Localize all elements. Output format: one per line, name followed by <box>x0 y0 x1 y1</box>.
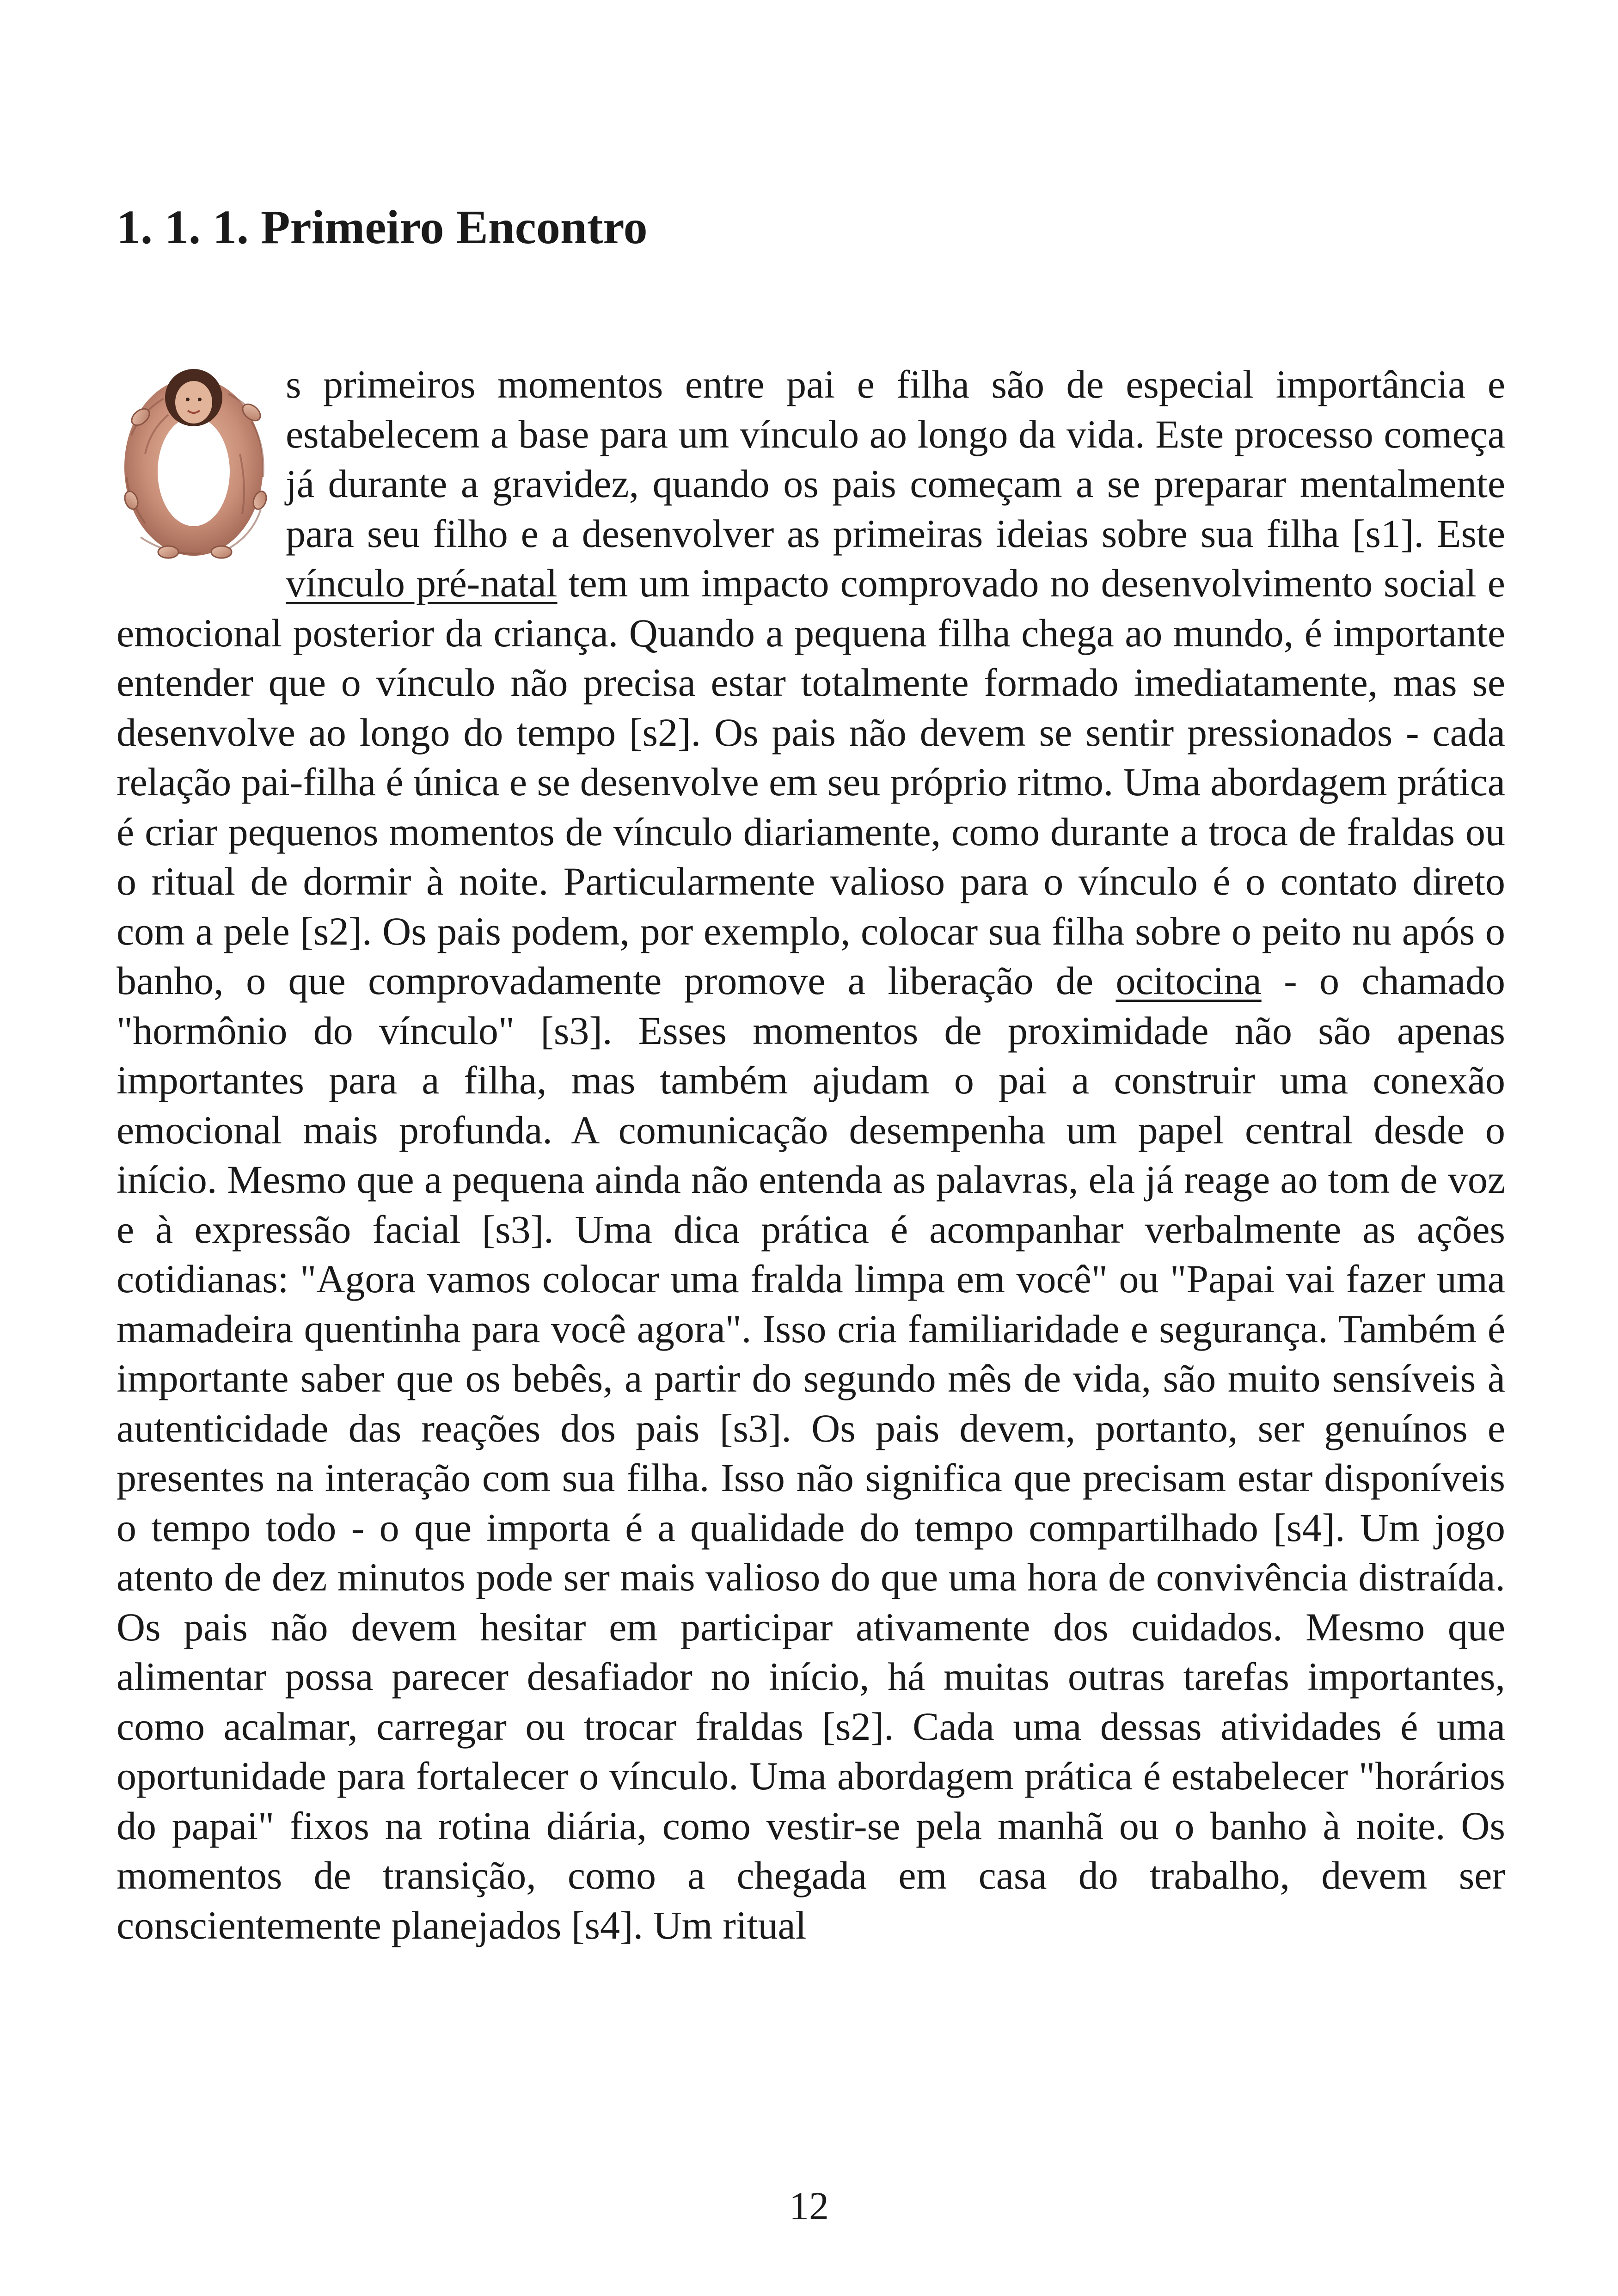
dropcap-ring-icon <box>113 362 275 565</box>
paragraph-text-part-1: s primeiros momentos entre pai e filha são de especial importância e estabelecem a base para um vínculo ao longo da vida. Este processo começa já durante a gravidez, quando os pais começam a se preparar mentalmente para seu filho e a desenvolver as primeiras ideias sobre sua filha [s1]. Este <box>286 362 1505 556</box>
term-link-ocitocina[interactable]: ocitocina <box>1115 958 1262 1003</box>
dropcap-letter-o-illustration <box>113 362 275 560</box>
paragraph-text-part-3: - o chamado "hormônio do vínculo" [s3]. Esses momentos de proximidade não são apenas importantes para a filha, mas também ajudam o pai a construir uma conexão emocional mais profunda. A comunicação desempenha um papel central desde o início. Mesmo que a pequena ainda não entenda as palavras, ela já reage ao tom de voz e à expressão facial [s3]. Uma dica prática é acompanhar verbalmente as ações cotidianas: "Agora vamos colocar uma fralda limpa em você" ou "Papai vai fazer uma mamadeira quentinha para você agora". Isso cria familiaridade e segurança. Também é importante saber que os bebês, a partir do segundo mês de vida, são muito sensíveis à autenticidade das reações dos pais [s3]. Os pais devem, portanto, ser genuínos e presentes na interação com sua filha. Isso não significa que precisam estar disponíveis o tempo todo - o que importa é a qualidade do tempo compartilhado [s4]. Um jogo atento de dez minutos pode ser mais valioso do que uma hora de convivência distraída. Os pais não devem hesitar em participar ativamente dos cuidados. Mesmo que alimentar possa parecer desafiador no início, há muitas outras tarefas importantes, como acalmar, carregar ou trocar fraldas [s2]. Cada uma dessas atividades é uma oportunidade para fortalecer o vínculo. Uma abordagem prática é estabelecer "horários do papai" fixos na rotina diária, como vestir-se pela manhã ou o banho à noite. Os momentos de transição, como a chegada em casa do trabalho, devem ser conscientemente planejados [s4]. Um ritual <box>116 958 1505 1947</box>
paragraph-text-part-2: tem um impacto comprovado no desenvolvimento social e emocional posterior da criança. Quando a pequena filha chega ao mundo, é importante entender que o vínculo não precisa estar totalmente formado imediatamente, mas se desenvolve ao longo do tempo [s2]. Os pais não devem se sentir pressionados - cada relação pai-filha é única e se desenvolve em seu próprio ritmo. Uma abordagem prática é criar pequenos momentos de vínculo diariamente, como durante a troca de fraldas ou o ritual de dormir à noite. Particularmente valioso para o vínculo é o contato direto com a pele [s2]. Os pais podem, por exemplo, colocar sua filha sobre o peito nu após o banho, o que comprovadamente promove a liberação de <box>116 561 1505 1003</box>
term-link-vinculo-pre-natal[interactable]: vínculo pré-natal <box>286 561 558 605</box>
body-paragraph <box>116 360 1505 1950</box>
section-title: 1. 1. 1. Primeiro Encontro <box>116 201 648 254</box>
page-number: 12 <box>789 2184 829 2228</box>
